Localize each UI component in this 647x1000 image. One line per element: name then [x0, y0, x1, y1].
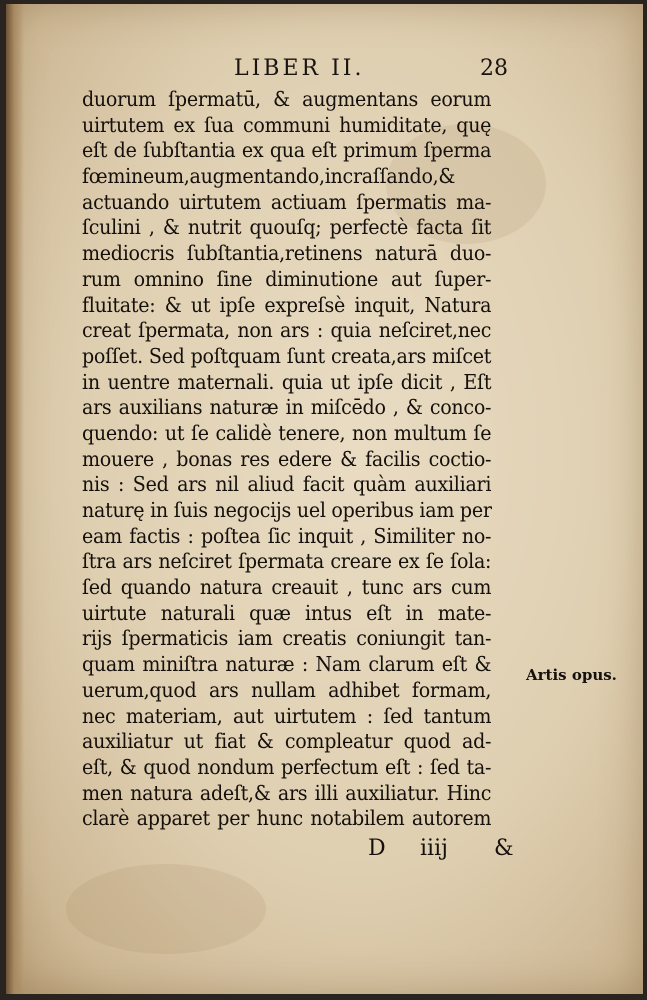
text-line: rum omnino ſine diminutione aut ſuper- — [82, 266, 492, 291]
text-line: poſſet. Sed poſtquam ſunt creata,ars miſcet — [82, 343, 492, 368]
text-line: clarè apparet per hunc notabilem autorem — [82, 806, 492, 831]
text-line: auxiliatur ut fiat & compleatur quod ad- — [82, 729, 492, 754]
text-line: uirtutem ex ſua communi humiditate, quę — [82, 112, 492, 137]
page-number: 28 — [480, 56, 508, 81]
text-line: men natura adeſt,& ars illi auxiliatur. Hinc — [82, 780, 492, 805]
text-line: fœmineum,augmentando,incraſſando,& — [82, 164, 456, 189]
text-line: eſt, & quod nondum perfectum eſt : ſed ta- — [82, 754, 492, 779]
text-line: ſculini , & nutrit quouſq; perfectè facta ſit — [82, 215, 492, 240]
text-line: quendo: ut ſe calidè tenere, non multum ſe — [82, 420, 492, 445]
signature-mark: D — [368, 836, 386, 861]
text-line: nis : Sed ars nil aliud facit quàm auxiliari — [82, 472, 492, 497]
text-line: eam factis : poſtea ſic inquit , Similiter no- — [82, 523, 492, 548]
text-line: uirtute naturali quæ intus eſt in mate- — [82, 600, 492, 625]
text-line: mouere , bonas res edere & facilis coctio- — [82, 446, 492, 471]
text-line: ſtra ars neſciret ſpermata creare ex ſe ſola: — [82, 549, 492, 574]
paper-stain — [66, 864, 266, 954]
text-line: fluitate: & ut ipſe expreſsè inquit, Natura — [82, 292, 492, 317]
text-line: uerum,quod ars nullam adhibet formam, — [82, 677, 492, 702]
catchword: & — [494, 836, 514, 861]
text-line: actuando uirtutem actiuam ſpermatis ma- — [82, 189, 492, 214]
signature-number: iiij — [420, 836, 448, 861]
running-head: LIBER II. — [234, 56, 365, 81]
text-line: quam miniſtra naturæ : Nam clarum eſt & — [82, 652, 492, 677]
marginal-note: Artis opus. — [526, 666, 617, 684]
body-text — [82, 87, 522, 832]
text-line: duorum ſpermatū, & augmentans eorum — [82, 87, 492, 111]
text-line: nec materiam, aut uirtutem : ſed tantum — [82, 703, 492, 728]
text-line: mediocris ſubſtantia,retinens naturā duo- — [82, 241, 492, 266]
text-line: in uentre maternali. quia ut ipſe dicit , Eſt — [82, 369, 492, 394]
book-page — [6, 4, 643, 994]
page-header — [6, 56, 643, 86]
text-line: ſed quando natura creauit , tunc ars cum — [82, 575, 492, 600]
text-line: eſt de ſubſtantia ex qua eſt primum ſperma — [82, 138, 492, 163]
page-footer — [6, 836, 643, 866]
text-line: rijs ſpermaticis iam creatis coniungit tan- — [82, 626, 492, 651]
text-line: creat ſpermata, non ars : quia neſciret,nec — [82, 318, 492, 343]
text-line: naturę in ſuis negocijs uel operibus iam per — [82, 498, 492, 522]
text-line: ars auxilians naturæ in miſcēdo , & conco- — [82, 395, 492, 420]
